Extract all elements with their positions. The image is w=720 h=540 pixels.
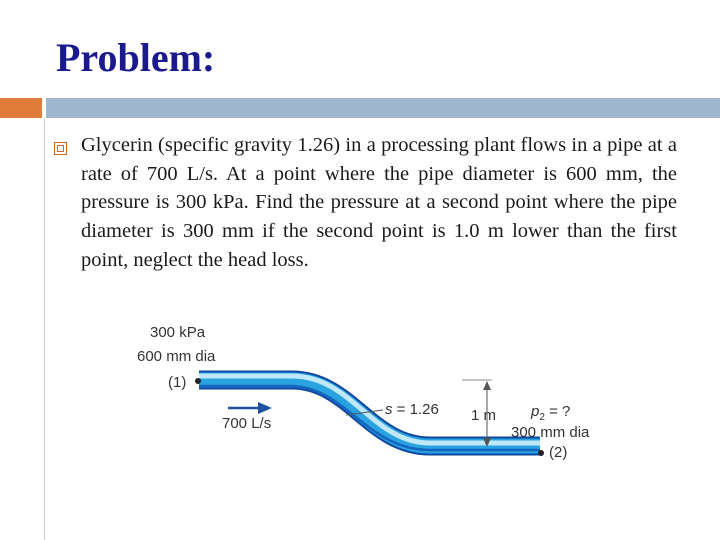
point-2-pressure-label: $p_2$ = ? <box>531 403 571 423</box>
point-2-label: (2) <box>549 444 568 461</box>
point-1-marker <box>195 378 201 384</box>
problem-statement: Glycerin (specific gravity 1.26) in a processing plant flows in a pipe at a rate of 700 L/s. At a point where the pipe diameter is 600 mm, the pressure is 300 kPa. Find the pressure at a second point where the pipe diameter is 300 mm if the second point is 1.0 m lower than the first point, neglect the head loss. <box>81 134 677 271</box>
flow-arrow-head <box>258 402 272 414</box>
slide-title: Problem: <box>56 35 216 80</box>
flow-rate-label: 700 L/s <box>222 415 272 432</box>
elevation-label: 1 m <box>471 407 497 424</box>
specific-gravity-label: s = 1.26 <box>385 401 439 418</box>
point-2-marker <box>538 450 544 456</box>
point-1-label: (1) <box>168 374 187 391</box>
point-1-diameter-label: 600 mm dia <box>137 348 216 365</box>
dim-arrow-up <box>483 381 491 390</box>
point-2-diameter-label: 300 mm dia <box>511 424 590 441</box>
point-1-pressure-label: 300 kPa <box>150 324 206 341</box>
